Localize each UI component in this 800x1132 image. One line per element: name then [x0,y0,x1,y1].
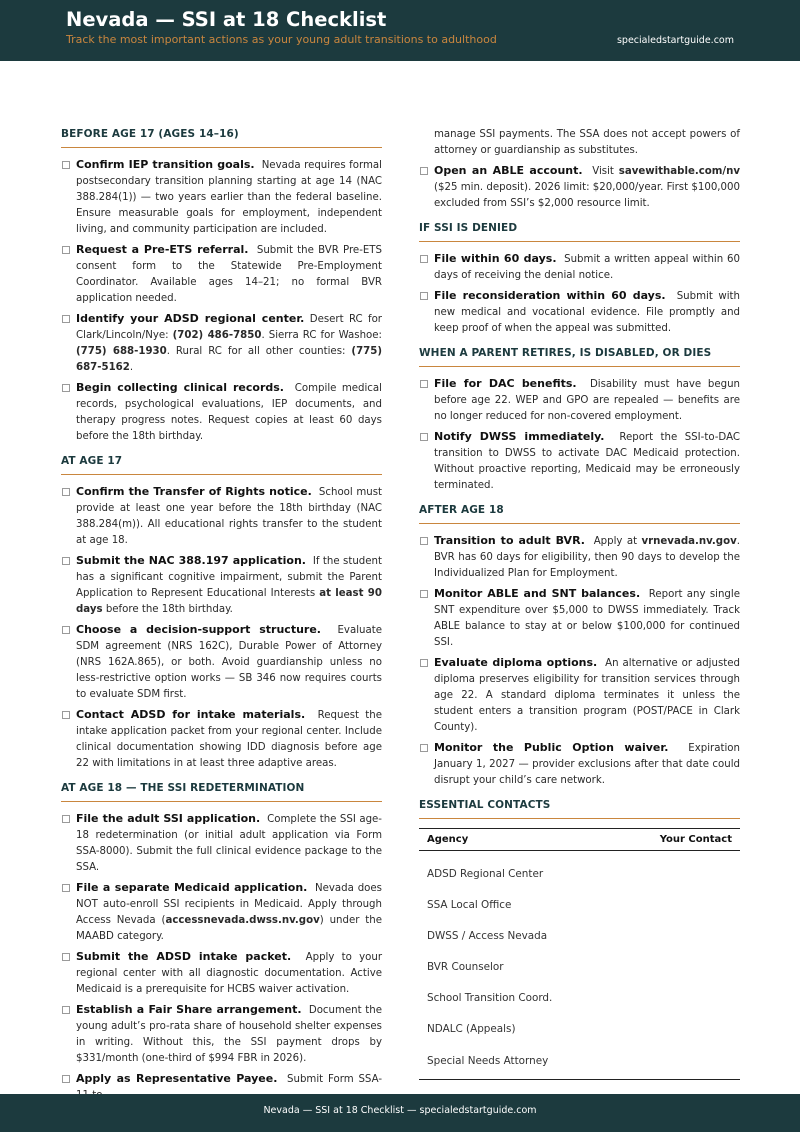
checkbox-icon[interactable] [62,815,70,823]
checkbox-icon[interactable] [420,590,428,598]
checkbox-icon[interactable] [420,433,428,441]
item-link[interactable]: savewithable.com/nv [618,166,740,177]
checkbox-icon[interactable] [62,384,70,392]
section-parent-retires [419,347,740,494]
checkbox-icon[interactable] [420,537,428,545]
contacts-table-header [419,828,740,851]
item-body: Report the SSI-to-DAC transition to DWSS to activate DAC Medicaid protection. Without proactive reporting, Medicaid may be erroneously terminated. [434,432,740,491]
table-row: DWSS / Access Nevada [427,930,548,943]
checklist-item-continued [419,127,740,159]
page-header [0,0,800,61]
item-body: Report any single SNT expenditure over $5,000 to DWSS immediately. Track ABLE balance to stay at or below $100,000 for continued SSI. [434,589,740,648]
item-body: An alternative or adjusted diploma preserves eligibility for transition services through age 22. A standard diploma terminates it unless the student enters a transition program (POST/PACE in Clark County). [434,658,740,733]
item-lead: File the adult SSI application. [76,812,261,825]
item-body: Compile medical records, psychological evaluations, IEP documents, and therapy progress notes. Request copies at least 60 days before the 18th birthday. [76,383,382,442]
checklist-item [419,163,740,212]
item-lead: Confirm IEP transition goals. [76,158,255,171]
checkbox-icon[interactable] [62,953,70,961]
item-body: Nevada requires formal postsecondary transition planning starting at age 14 (NAC 388.284(1)) — two years earlier than the federal baseline. Ensure measurable goals for employment, independent living, and community participation are included. [76,160,382,235]
page-footer [0,1094,800,1132]
item-body: Request the intake application packet from your regional center. Include clinical documentation showing IDD diagnosis before age 22 with limitations in at least three adaptive areas. [76,710,383,769]
column-header-contact: Your Contact [659,834,732,845]
section-before-17 [61,128,382,445]
checklist-item [419,376,740,425]
item-body: Complete the SSI age-18 redetermination (or initial adult application via Form SSA-8000). Submit the full clinical evidence package to the SSA. [76,814,382,873]
item-body: Apply at [593,536,638,547]
item-lead: Monitor ABLE and SNT balances. [434,587,641,600]
checkbox-icon[interactable] [420,659,428,667]
checkbox-icon[interactable] [62,1006,70,1014]
item-lead: Apply as Representative Payee. [76,1072,278,1085]
phone-number: (775) 687-5162 [76,346,382,373]
section-title: ESSENTIAL CONTACTS [419,799,740,819]
checkbox-icon[interactable] [420,292,428,300]
item-lead: Contact ADSD for intake materials. [76,708,306,721]
contacts-table-body [419,851,740,1080]
checklist-item [61,242,382,307]
item-body: Nevada does NOT auto-enroll SSI recipients in Medicaid. Apply through Access Nevada ( [76,883,382,926]
item-lead: Open an ABLE account. [434,164,583,177]
item-body: . Sierra RC for Washoe: [261,330,382,341]
item-body: Desert RC for Clark/Lincoln/Nye: [76,314,382,341]
item-body: Expiration January 1, 2027 — provider exclusions after that date could disrupt your child’s care network. [434,743,740,786]
checkbox-icon[interactable] [420,167,428,175]
column-header-agency: Agency [427,834,469,845]
checkbox-icon[interactable] [62,315,70,323]
checkbox-icon[interactable] [420,255,428,263]
phone-number: (775) 688-1930 [76,346,167,357]
item-body: Submit Form SSA- [287,1074,383,1085]
contacts-table [419,828,740,1080]
section-at-18 [61,782,382,1104]
item-lead: Notify DWSS immediately. [434,430,605,443]
section-ssi-denied [419,222,740,337]
item-link[interactable]: vrnevada.nv.gov [641,536,737,547]
item-lead: Monitor the Public Option waiver. [434,741,669,754]
item-link[interactable]: accessnevada.dwss.nv.gov [165,915,320,926]
left-column [61,128,382,1108]
item-body: Evaluate SDM agreement (NRS 162C), Durable Power of Attorney (NRS 162A.865), or both. Avoid guardianship unless no less-restrictive option works — SB 346 now requires courts to evaluate SDM first. [76,625,383,700]
checklist-item [61,553,382,618]
item-lead: Begin collecting clinical records. [76,381,284,394]
checklist-item [61,949,382,998]
checklist-item [61,484,382,549]
checklist-item [61,1002,382,1067]
checkbox-icon[interactable] [420,744,428,752]
checkbox-icon[interactable] [420,380,428,388]
item-body: Apply to your regional center with all diagnostic documentation. Active Medicaid is a prerequisite for HCBS waiver activation. [76,952,383,995]
item-body: ($25 min. deposit). 2026 limit: $20,000/year. First $100,000 excluded from SSI’s $2,000 resource limit. [434,182,740,209]
checklist-item [419,740,740,789]
item-emphasis: at least 90 days [76,588,382,615]
table-row: School Transition Coord. [427,992,553,1005]
section-at-17 [61,455,382,772]
item-lead: Evaluate diploma options. [434,656,598,669]
item-body: before the 18th birthday. [105,604,233,615]
section-title: IF SSI IS DENIED [419,222,740,242]
item-lead: Choose a decision-support structure. [76,623,321,636]
item-lead: Confirm the Transfer of Rights notice. [76,485,312,498]
item-lead: File for DAC benefits. [434,377,577,390]
section-title: AT AGE 18 — THE SSI REDETERMINATION [61,782,382,802]
table-row: ADSD Regional Center [427,868,544,880]
item-body: Document the young adult’s pro-rata share of household shelter expenses in writing. Without this, the SSI payment drops by $331/month (one-third of $994 FBR in 2026). [76,1005,382,1064]
checkbox-icon[interactable] [62,1075,70,1083]
section-title: AFTER AGE 18 [419,504,740,524]
item-body: . BVR has 60 days for eligibility, then 90 days to develop the Individualized Plan for Employment. [434,536,740,579]
section-title: BEFORE AGE 17 (AGES 14–16) [61,128,382,148]
item-lead: Submit the ADSD intake packet. [76,950,292,963]
page-title: Nevada — SSI at 18 Checklist [66,8,387,31]
checklist-item [61,622,382,703]
page-subtitle: Track the most important actions as your young adult transitions to adulthood [66,33,497,46]
item-body: School must provide at least one year before the 18th birthday (NAC 388.284(m)). All educational rights transfer to the student at age 18. [76,487,383,546]
checkbox-icon[interactable] [62,161,70,169]
section-essential-contacts [419,799,740,1080]
header-site-url: specialedstartguide.com [616,35,734,46]
checkbox-icon[interactable] [62,246,70,254]
table-row: NDALC (Appeals) [427,1023,516,1036]
item-body: Submit with new medical and vocational evidence. File promptly and keep proof of when the appeal was submitted. [434,291,740,334]
item-body: Visit [592,166,614,177]
section-title: AT AGE 17 [61,455,382,475]
checklist-item [61,157,382,238]
item-lead: File a separate Medicaid application. [76,881,308,894]
item-body: If the student has a significant cognitive impairment, submit the Parent Application to Represent Educational Interests [76,556,382,599]
item-body: Disability must have begun before age 22. WEP and GPO are repealed — benefits are no longer reduced for non-covered employment. [434,379,740,422]
item-lead: File within 60 days. [434,252,557,265]
item-body: manage SSI payments. The SSA does not accept powers of attorney or guardianship as substitutes. [434,129,740,156]
item-lead: Establish a Fair Share arrangement. [76,1003,302,1016]
item-lead: Transition to adult BVR. [434,534,585,547]
table-row: BVR Counselor [427,961,504,974]
checkbox-icon[interactable] [62,711,70,719]
checkbox-icon[interactable] [62,488,70,496]
table-row: Special Needs Attorney [427,1054,549,1067]
checklist-item [419,288,740,337]
footer-text: Nevada — SSI at 18 Checklist — specialedstartguide.com [263,1105,537,1116]
checkbox-icon[interactable] [62,557,70,565]
checklist-item [61,707,382,772]
section-title: WHEN A PARENT RETIRES, IS DISABLED, OR DIES [419,347,740,367]
phone-number: (702) 486-7850 [172,330,262,341]
item-body: . Rural RC for all other counties: [166,346,346,357]
item-lead: Request a Pre-ETS referral. [76,243,249,256]
table-row: SSA Local Office [427,899,512,912]
checklist-item [419,429,740,494]
item-body: Submit a written appeal within 60 days of receiving the denial notice. [434,254,740,281]
item-body: . [129,362,134,373]
checklist-item [61,380,382,445]
item-lead: Submit the NAC 388.197 application. [76,554,306,567]
checklist-item [61,880,382,945]
checkbox-icon[interactable] [62,626,70,634]
checkbox-icon[interactable] [62,884,70,892]
checklist-item [61,811,382,876]
item-body: ) under the MAABD category. [76,915,382,942]
section-after-18 [419,504,740,789]
checklist-item [419,251,740,284]
item-body: Submit the BVR Pre-ETS consent form to the Statewide Pre-Employment Coordinator. Available ages 14–21; no formal BVR application needed. [76,245,383,304]
checklist-item [419,586,740,651]
checklist-item [419,655,740,736]
item-lead: Identify your ADSD regional center. [76,312,305,325]
item-lead: File reconsideration within 60 days. [434,289,666,302]
right-column [419,127,740,1080]
checklist-item [419,533,740,582]
checklist-item [61,311,382,376]
